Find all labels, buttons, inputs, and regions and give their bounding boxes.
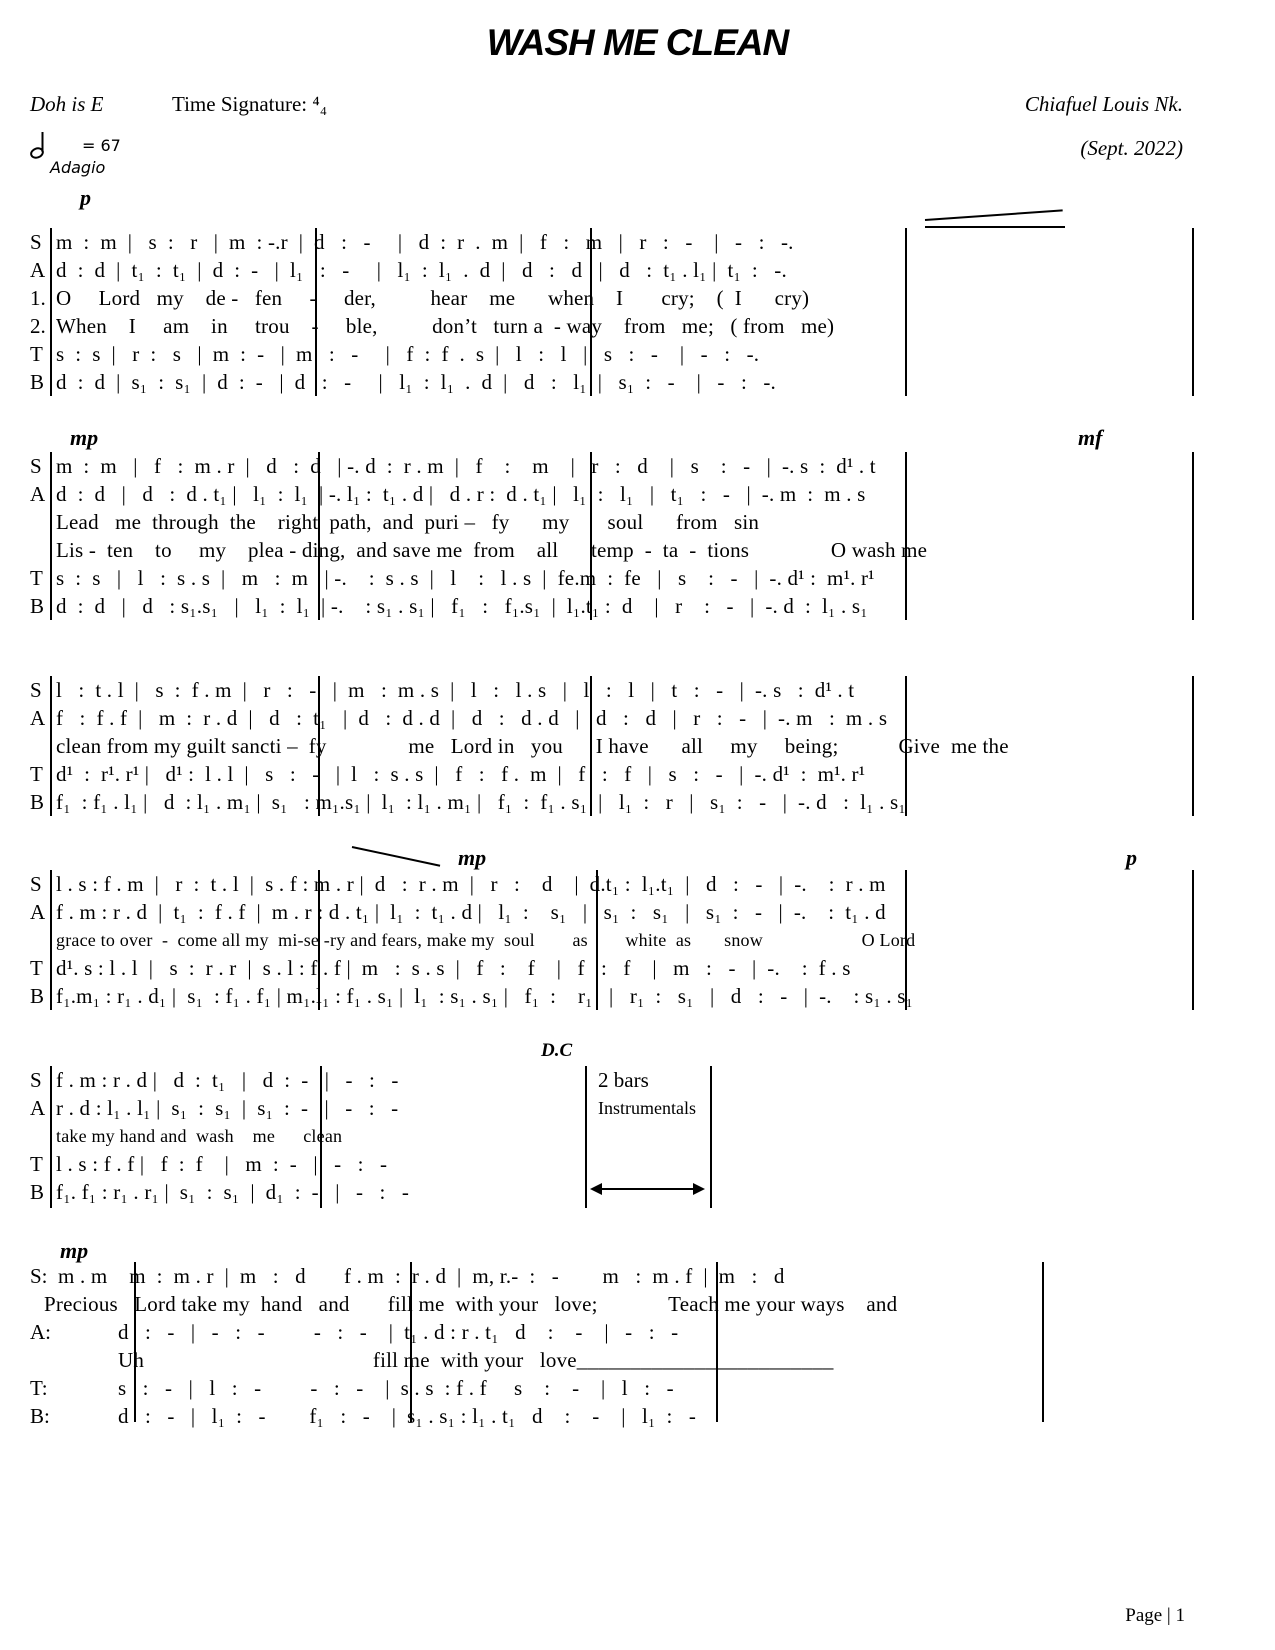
part-label: B: [30, 984, 45, 1008]
music-system: [30, 676, 1200, 816]
part-label: T:: [30, 1376, 48, 1400]
part-label: S:: [30, 1264, 48, 1288]
part-label: B: [30, 370, 45, 394]
composer: Chiafuel Louis Nk.: [1024, 92, 1183, 116]
part-label: S: [30, 1068, 42, 1092]
part-label: S: [30, 230, 42, 254]
double-arrow-icon: [590, 1178, 705, 1203]
music-system: [30, 1262, 1050, 1432]
solfa-line: f₁ : f₁ . l₁ | d : l₁ . m₁ | s₁ : m₁.s₁ | l₁ : l₁ . m₁ | f₁ : f₁ . s₁ | l₁ : r | s₁ : - | -. d : l₁ . s₁: [56, 790, 906, 814]
solfa-line: d : d | t₁ : t₁ | d : - | l₁ : - | l₁ : l₁ . d | d : d | d : t₁ . l₁ | t₁ : -.: [56, 258, 787, 282]
solfa-line: l . s : f . m | r : t . l | s . f : m . r | d : r . m | r : d | d.t₁ : l₁.t₁ | d : - | -. : r . m: [56, 872, 886, 896]
solfa-line: m . m m : m . r | m : d f . m : r . d | m, r.- : - m : m . f | m : d: [58, 1264, 785, 1288]
part-label: B: [30, 790, 45, 814]
solfa-line: m : m | s : r | m : -.r | d : - | d : r . m | f : m | r : - | - : -.: [56, 230, 794, 254]
solfa-line: d : d | s₁ : s₁ | d : - | d : - | l₁ : l₁ . d | d : l₁ | s₁ : - | - : -.: [56, 370, 776, 394]
part-label: B:: [30, 1404, 50, 1428]
part-label: T: [30, 956, 43, 980]
tempo-value: = 67: [82, 136, 121, 155]
verse-label: 2.: [30, 314, 46, 338]
part-label: B: [30, 1180, 45, 1204]
solfa-line: d : d | d : d . t₁ | l₁ : l₁ | -. l₁ : t₁ . d | d . r : d . t₁ | l₁ : l₁ | t₁ : - | -. m : m . s: [56, 482, 866, 506]
instrumental-label: Instrumentals: [598, 1098, 696, 1118]
solfa-line: d¹ : r¹. r¹ | d¹ : l . l | s : - | l : s . s | f : f . m | f : f | s : - | -. d¹ : m¹. r¹: [56, 762, 866, 786]
solfa-line: m : m | f : m . r | d : d | -. d : r . m | f : m | r : d | s : - | -. s : d¹ . t: [56, 454, 876, 478]
lyric-line: O Lord my de - fen - der, hear me when I cry; ( I cry): [56, 286, 810, 310]
music-system: [30, 870, 1200, 1010]
solfa-line: d¹. s : l . l | s : r . r | s . l : f . f | m : s . s | f : f | f : f | m : - | -. : f . s: [56, 956, 851, 980]
part-label: S: [30, 678, 42, 702]
dynamic-marking: mp: [458, 845, 487, 870]
solfa-line: r . d : l₁ . l₁ | s₁ : s₁ | s₁ : - | - : -: [56, 1096, 399, 1120]
solfa-line: f₁.m₁ : r₁ . d₁ | s₁ : f₁ . f₁ | m₁.l₁ : f₁ . s₁ | l₁ : s₁ . s₁ | f₁ : r₁ | r₁ : s₁ | d : - | -. : s₁ . s₁: [56, 984, 914, 1008]
solfa-line: f . m : r . d | d : t₁ | d : - | - : -: [56, 1068, 399, 1092]
composition-date: (Sept. 2022): [1080, 136, 1183, 160]
tempo-marking: Adagio: [50, 158, 106, 177]
part-label: T: [30, 762, 43, 786]
lyric-line: Uh fill me with your love________________________: [58, 1348, 834, 1372]
music-system: [30, 1066, 720, 1208]
lyric-line: clean from my guilt sancti – fy me Lord in you I have all my being; Give me the: [56, 734, 1009, 758]
part-label: T: [30, 342, 43, 366]
dynamic-marking: mf: [1078, 425, 1103, 450]
crescendo-mark: [925, 209, 1063, 221]
da-capo-marking: D.C: [541, 1040, 573, 1061]
dynamic-marking: p: [80, 185, 91, 210]
part-label: A: [30, 1096, 46, 1120]
part-label: A: [30, 482, 46, 506]
dynamic-marking: mp: [70, 425, 99, 450]
solfa-line: f : f . f | m : r . d | d : t₁ | d : d . d | d : d . d | d : d | r : - | -. m : m . s: [56, 706, 888, 730]
page-number: Page | 1: [1125, 1605, 1185, 1626]
solfa-line: f . m : r . d | t₁ : f . f | m . r : d . t₁ | l₁ : t₁ . d | l₁ : s₁ | s₁ : s₁ | s₁ : - | -. : t₁ . d: [56, 900, 886, 924]
music-system: [30, 228, 1200, 396]
solfa-line: s : s | r : s | m : - | m : - | f : f . s | l : l | s : - | - : -.: [56, 342, 760, 366]
dynamic-marking: mp: [60, 1238, 89, 1263]
part-label: S: [30, 454, 42, 478]
lyric-line: When I am in trou - ble, don’t turn a - way from me; ( from me): [56, 314, 835, 338]
part-label: A: [30, 900, 46, 924]
solfa-line: f₁. f₁ : r₁ . r₁ | s₁ : s₁ | d₁ : - | - : -: [56, 1180, 410, 1204]
system-barline: [50, 228, 52, 396]
lyric-line: Precious Lord take my hand and fill me with your love; Teach me your ways and: [44, 1292, 898, 1316]
part-label: A: [30, 258, 46, 282]
dynamic-marking: p: [1126, 845, 1137, 870]
half-note-icon: [30, 130, 52, 164]
solfa-line: d : - | l₁ : - f₁ : - | s₁ . s₁ : l₁ . t₁ d : - | l₁ : -: [58, 1404, 697, 1428]
decrescendo-mark: [352, 846, 440, 867]
part-label: B: [30, 594, 45, 618]
instrumental-bars-label: 2 bars: [598, 1068, 649, 1092]
music-system: [30, 452, 1200, 620]
song-title: WASH ME CLEAN: [486, 22, 789, 63]
lyric-line: grace to over - come all my mi-se -ry and fears, make my soul as white as snow O Lord: [56, 930, 916, 950]
part-label: A: [30, 706, 46, 730]
solfa-line: s : - | l : - - : - | s . s : f . f s : - | l : -: [58, 1376, 674, 1400]
solfa-line: l . s : f . f | f : f | m : - | - : -: [56, 1152, 388, 1176]
part-label: S: [30, 872, 42, 896]
time-signature: Time Signature: ⁴₄: [172, 92, 328, 116]
part-label: T: [30, 566, 43, 590]
solfa-line: d : - | - : - - : - | t₁ . d : r . t₁ d : - | - : -: [58, 1320, 679, 1344]
solfa-line: d : d | d : s₁.s₁ | l₁ : l₁ | -. : s₁ . s₁ | f₁ : f₁.s₁ | l₁.t₁ : d | r : - | -. d : l₁ . s₁: [56, 594, 868, 618]
solfa-line: s : s | l : s . s | m : m | -. : s . s | l : l . s | fe.m : fe | s : - | -. d¹ : m¹. r¹: [56, 566, 875, 590]
part-label: A:: [30, 1320, 51, 1344]
barline: [905, 228, 907, 396]
part-label: T: [30, 1152, 43, 1176]
barline: [1192, 228, 1194, 396]
solfa-line: l : t . l | s : f . m | r : - | m : m . s | l : l . s | l : l | t : - | -. s : d¹ . t: [56, 678, 855, 702]
verse-label: 1.: [30, 286, 46, 310]
key-signature: Doh is E: [30, 92, 104, 116]
lyric-line: take my hand and wash me clean: [56, 1126, 343, 1146]
lyric-line: Lis - ten to my plea - ding, and save me from all temp - ta - tions O wash me: [56, 538, 928, 562]
lyric-line: Lead me through the right path, and puri – fy my soul from sin: [56, 510, 760, 534]
